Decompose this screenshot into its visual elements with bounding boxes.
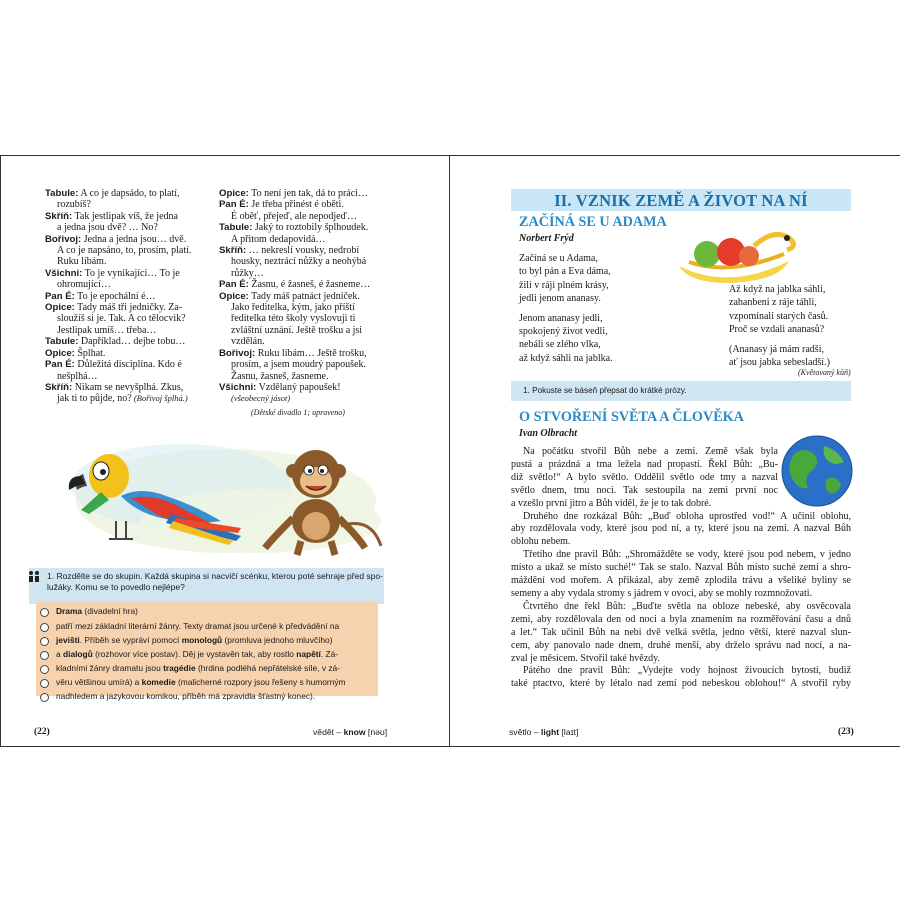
vocab-ipa: [nəʊ] — [365, 727, 388, 737]
page-number-left: (22) — [34, 727, 50, 737]
dialogue-text: Šplhat. — [74, 347, 106, 359]
prose-line: Pátého dne pravil Bůh: „Vydejte vody hojnost živoucích bytostí, budiž — [523, 665, 851, 677]
dialogue-text: jak ti to půjde, no? — [57, 393, 132, 405]
task-box — [29, 568, 384, 604]
dialogue-text: Jestlipak umíš… třeba… — [57, 324, 157, 336]
poem-source: (Květovaný kůň) — [798, 368, 851, 377]
dialogue-line — [45, 234, 191, 245]
speaker-name: Opice: — [219, 290, 249, 302]
prose-line: světlo dnem, tmu nocí. Tak sestoupila na zemi první noc — [511, 484, 778, 496]
dialogue-text: Tady máš patnáct jedniček. — [248, 290, 360, 302]
prose-line: cem, aby panovalo nade dnem, druhé menší, aby drželo správu nad nocí, a na- — [511, 639, 851, 651]
dialogue-text: ředitelka této školy vyslovuji ti — [231, 313, 356, 325]
dialogue-text: Jaký to roztobily šplhoudek. — [252, 222, 369, 234]
dialogue-line — [45, 211, 191, 222]
dialogue-text: růžky… — [231, 267, 264, 279]
dialogue-line — [45, 222, 191, 233]
poem-line: vzpomínali starých časů. — [729, 310, 829, 322]
poem-line: Proč se vzdali ananasů? — [729, 324, 825, 336]
bullet-icon — [40, 693, 49, 702]
prose-line: také ptactvo, které by létalo nad zemí pod nebeskou oblohou!“ A stvořil ryby — [511, 678, 851, 690]
dialogue-text: zvláštní uznání. Ještě trošku a jsi — [231, 324, 363, 336]
parrot-monkey-illustration — [61, 426, 391, 561]
dialogue-line — [45, 382, 191, 393]
task-text — [47, 571, 381, 593]
chapter-title-bar — [511, 189, 851, 211]
dialogue-text: To není jen tak, dá to práci… — [248, 188, 368, 199]
poem-right-column — [729, 283, 830, 369]
speaker-name: Pan É: — [45, 290, 75, 302]
dialogue-line — [45, 336, 191, 347]
poem-line: Až když na jablka sáhli, — [729, 284, 826, 295]
vocab-english: light — [541, 727, 560, 737]
poem-line: žili v ráji plném krásy, — [519, 279, 609, 291]
task-line-1: 1. Rozdělte se do skupin. Každá skupina si nacvičí scénku, kterou poté sehraje před spo- — [47, 571, 383, 581]
prose-line: a vzešlo první jitro a Bůh viděl, že je to tak dobré. — [511, 497, 712, 509]
dialogue-text: a jedna jsou dvě? … No? — [57, 222, 158, 234]
vocab-word: vědět – — [313, 727, 344, 737]
dialogue-text: nešplhá… — [57, 370, 98, 382]
dialogue-text: sloužíš si je. Tak. A co tělocvik? — [57, 313, 186, 325]
dialogue-line — [219, 291, 370, 302]
prose-line: semeny a aby vydala stromy s jádrem v ovoci, aby se mohly rozmnožovati. — [511, 587, 813, 599]
section2-author: Ivan Olbracht — [519, 428, 578, 439]
poem-left-column — [519, 252, 613, 365]
dialogue-text: prosím, a jsem moudrý papoušek. — [231, 359, 366, 371]
dialogue-line — [219, 279, 370, 290]
poem-line: jedli jenom ananasy. — [519, 293, 601, 305]
dialogue-line — [219, 382, 370, 393]
definition-line: věru většinou umírá) a komedie (malicherné rozpory jsou řešeny s humorným — [56, 677, 346, 687]
dialogue-column-2 — [219, 188, 370, 405]
speaker-name: Tabule: — [45, 336, 79, 348]
vocab-english: know — [343, 727, 366, 737]
dialogue-line — [45, 199, 191, 210]
dialogue-line — [219, 245, 370, 256]
prose-line: pustá a prázdná a tma ležela nad propastí. Řekl Bůh: „Bu- — [511, 458, 778, 470]
dialogue-text: Ruku líbám… Ještě trošku, — [255, 347, 367, 359]
speaker-name: Skříň: — [219, 245, 247, 257]
dialogue-text: vzdělán. — [231, 336, 265, 348]
speaker-name: Pan É: — [219, 199, 249, 211]
definition-line: nadhledem a jazykovou komikou, příběh má zpravidla šťastný konec). — [56, 691, 316, 701]
speaker-name: Opice: — [219, 188, 249, 199]
speaker-name: Tabule: — [219, 222, 253, 234]
dialogue-text: rozubíš? — [57, 199, 91, 211]
dialogue-line — [219, 268, 370, 279]
poem-line: spokojený život vedli, — [519, 326, 608, 338]
bullet-icon — [40, 651, 49, 660]
dialogue-line — [219, 302, 370, 313]
dialogue-line — [45, 302, 191, 313]
vocab-word: světlo – — [509, 727, 542, 737]
book-spread — [0, 155, 900, 747]
speaker-name: Pan É: — [219, 279, 249, 291]
definition-line: a dialogů (rozhovor více postav). Děj je vystavěn tak, aby rostlo napětí. Zá- — [56, 649, 339, 659]
stage-direction: (všeobecný jásot) — [231, 393, 291, 404]
speaker-name: Pan É: — [45, 359, 75, 371]
dialogue-text: Jedna a jedna jsou… dvě. — [81, 233, 187, 245]
dialogue-line — [219, 313, 370, 324]
dialogue-text: Žasnu, é žasneš, é žasneme… — [248, 279, 371, 291]
dialogue-text: A co je napsáno, to, prosím, platí. — [57, 245, 192, 257]
prose-line: aby rozdělovala vody, které jsou pod ní, a ty, které jsou na zemi. A nazval Bůh — [511, 523, 851, 535]
dialogue-text: Tak jestlipak víš, že jedna — [72, 210, 178, 222]
dialogue-line — [219, 188, 370, 199]
speaker-name: Bořivoj: — [45, 233, 82, 245]
speaker-name: Bořivoj: — [219, 347, 256, 359]
dialogue-line — [45, 188, 191, 199]
drama-definition-box — [36, 602, 378, 701]
prose-line: zval je měsícem. Stvořil také hvězdy. — [511, 652, 661, 664]
vocab-footer-left — [313, 727, 387, 737]
section1-author: Norbert Frýd — [519, 233, 574, 244]
dialogue-line — [219, 371, 370, 382]
speaker-name: Opice: — [45, 302, 75, 314]
chapter-title: II. VZNIK ZEMĚ A ŽIVOT NA NÍ — [554, 191, 808, 210]
definition-line: kladními žánry dramatu jsou tragédie (hrdina podléhá nepřátelské síle, v zá- — [56, 663, 340, 673]
dialogue-line — [219, 325, 370, 336]
stage-direction: (Bořivoj šplhá.) — [131, 393, 188, 404]
speaker-name: Všichni: — [219, 381, 257, 393]
dialogue-text: housky, neztrácí nůžky a neohýbá — [231, 256, 367, 268]
dialogue-line — [45, 268, 191, 279]
dialogue-text: To je epochální é… — [74, 290, 156, 302]
prose-line: diž světlo!“ A bylo světlo. Oddělil světlo ode tmy a nazval — [511, 471, 778, 483]
dialogue-line — [45, 291, 191, 302]
dialogue-text: Ruku líbám. — [57, 256, 107, 268]
dialogue-line — [45, 313, 191, 324]
vocab-footer-right — [509, 727, 578, 737]
dialogue-text: Je třeba přinést é oběti. — [248, 199, 344, 211]
dialogue-column-1 — [45, 188, 191, 405]
dialogue-text: A co je dapsádo, to platí, — [78, 188, 180, 199]
dialogue-text: Důležitá disciplína. Kdo é — [74, 359, 182, 371]
speaker-name: Skříň: — [45, 381, 73, 393]
dialogue-text: Vzdělaný papoušek! — [256, 381, 341, 393]
dialogue-text: Nikam se nevyšplhá. Zkus, — [72, 381, 184, 393]
dialogue-line — [219, 336, 370, 347]
dialogue-text: Dapříklad… dejbe tobu… — [78, 336, 186, 348]
poem-line: ať jsou jabka sebesladší.) — [729, 357, 830, 369]
bullet-icon — [40, 637, 49, 646]
dialogue-line — [45, 256, 191, 267]
section1-title: ZAČÍNÁ SE U ADAMA — [519, 214, 667, 230]
definition-line: jevišti. Příběh se vypráví pomocí monologů (promluva jednoho mluvčího) — [56, 635, 333, 645]
prose-line: Třetího dne pravil Bůh: „Shromážděte se vody, které jsou pod nebem, v jedno — [523, 549, 851, 561]
prose-text — [511, 446, 851, 691]
dialogue-text: To je vynikající… To je — [82, 267, 180, 279]
dialogue-line — [219, 359, 370, 370]
dialogue-text: A přitom dedapovidá… — [231, 233, 326, 245]
dialogue-text: ohromující… — [57, 279, 111, 291]
speaker-name: Skříň: — [45, 210, 73, 222]
poem-line: (Ananasy já mám radši, — [729, 343, 824, 355]
prose-line: zemi, aby rozdělovala den od noci a byla znamením na rozměřování času a dnů — [511, 613, 851, 625]
dialogue-line — [219, 348, 370, 359]
dialogue-text: … nekreslí vousky, nedrobí — [246, 245, 360, 257]
dialogue-line — [45, 359, 191, 370]
dialogue-line — [45, 348, 191, 359]
bullet-icon — [40, 679, 49, 688]
speaker-name: Opice: — [45, 347, 75, 359]
task-line-2: lužáky. Komu se to povedlo nejlépe? — [47, 582, 185, 592]
apples-snake-illustration — [669, 226, 809, 286]
prose-line: máždění vod mořem. A přikázal, aby země zplodila trávu a všeliké byliny se — [511, 575, 851, 587]
right-page — [449, 156, 900, 746]
left-page — [0, 156, 450, 746]
prose-line: Na počátku stvořil Bůh nebe a zemi. Země však byla — [523, 446, 778, 457]
dialogue-line — [219, 234, 370, 245]
page-number-right: (23) — [838, 727, 854, 737]
bullet-icon — [40, 623, 49, 632]
bullet-icon — [40, 608, 49, 617]
dialogue-line — [219, 199, 370, 210]
group-people-icon — [27, 570, 41, 584]
prose-line: oblohu nebem. — [511, 536, 571, 548]
prose-line: Druhého dne rozkázal Bůh: „Buď obloha uprostřed vod!“ A učinil oblohu, — [523, 510, 851, 522]
poem-line: až když sáhli na jablka. — [519, 352, 613, 364]
dialogue-line — [45, 245, 191, 256]
task-text-right: 1. Pokuste se báseň přepsat do krátké prózy. — [523, 386, 687, 395]
section2-title: O STVOŘENÍ SVĚTA A ČLOVĚKA — [519, 409, 744, 425]
poem-line: to byl pán a Eva dáma, — [519, 266, 611, 278]
source-note: (Dětské divadlo 1; upraveno) — [251, 408, 345, 417]
dialogue-line — [219, 256, 370, 267]
poem-line: Začíná se u Adama, — [519, 253, 598, 264]
dialogue-line — [219, 222, 370, 233]
prose-line: a let.“ Tak učinil Bůh na nebi dvě velká světla, jedno větší, které nazval slun- — [511, 626, 851, 638]
bullet-icon — [40, 665, 49, 674]
dialogue-line — [45, 393, 191, 404]
dialogue-text: É oběť, přejeď, ale nepodjeď… — [231, 210, 358, 222]
dialogue-line — [45, 371, 191, 382]
poem-line: zahanbeni z ráje táhli, — [729, 297, 817, 309]
poem-line: nebáli se zlého vlka, — [519, 339, 601, 351]
vocab-ipa: [laɪt] — [559, 727, 579, 737]
poem-line: Jenom ananasy jedli, — [519, 312, 603, 324]
dialogue-text: Tady máš tři jedničky. Za- — [74, 302, 183, 314]
definition-line: Drama (divadelní hra) — [56, 606, 138, 616]
speaker-name: Všichni: — [45, 267, 83, 279]
dialogue-text: Jako ředitelka, kým, jako příští — [231, 302, 355, 314]
prose-line: Čtvrtého dne řekl Bůh: „Buďte světla na obloze nebeské, aby osvěcovala — [523, 600, 851, 612]
dialogue-line — [45, 325, 191, 336]
dialogue-line — [219, 211, 370, 222]
definition-line: patří mezi základní literární žánry. Texty dramat jsou určené k předvádění na — [56, 621, 340, 631]
speaker-name: Tabule: — [45, 188, 79, 199]
dialogue-text: Žasnu, žasneš, žasneme. — [231, 370, 329, 382]
dialogue-line — [45, 279, 191, 290]
task-box-right — [511, 381, 851, 401]
prose-line: místo a ukaž se místo suché!“ Tak se stalo. Nazval Bůh místo suché zemí a shro- — [511, 562, 851, 574]
dialogue-line — [219, 393, 370, 404]
